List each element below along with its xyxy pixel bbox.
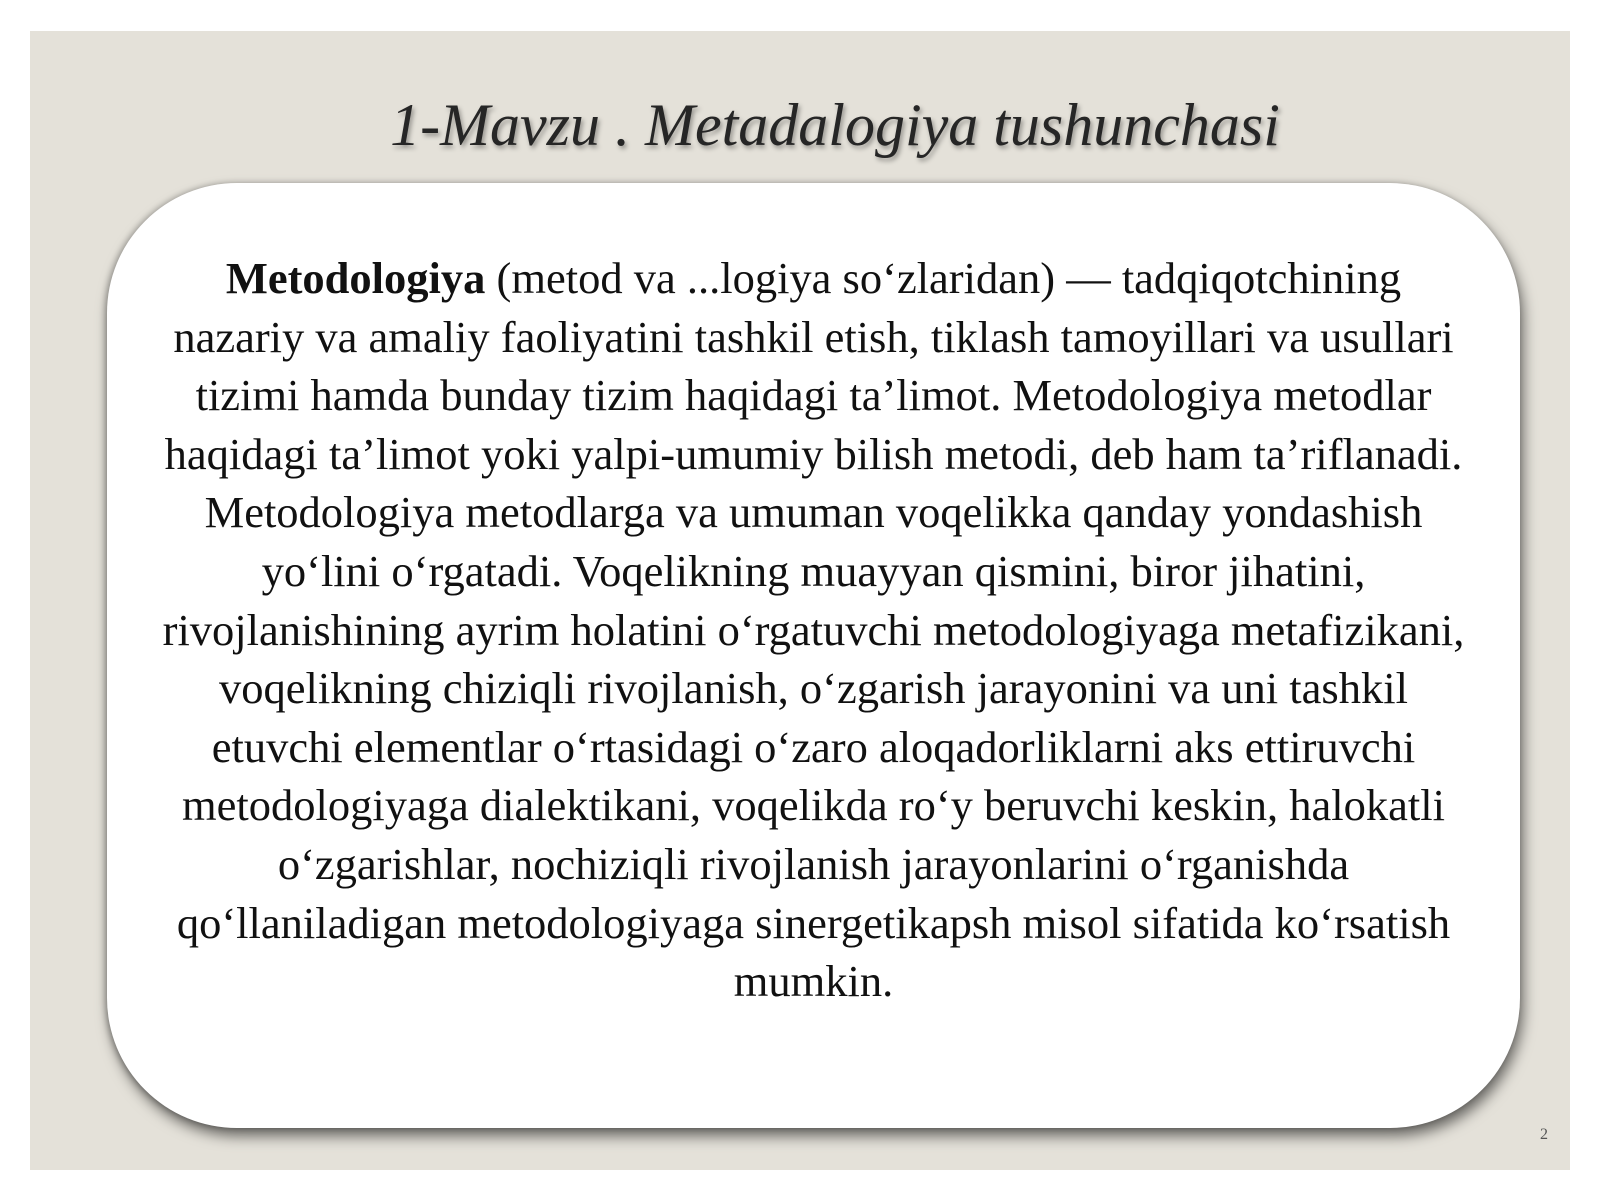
term-heading: Metodologiya (225, 253, 486, 303)
definition-text: (metod va ...logiya so‘zlaridan) — tadqiqotchining nazariy va amaliy faoliyatini tashkil etish, tiklash tamoyillari va usullari tizimi hamda bunday tizim haqidagi ta’limot. Metodologiya metodlar haqidagi ta’limot yoki yalpi-umumiy bilish metodi, deb ham ta’riflanadi. Metodologiya metodlarga va umuman voqelikka qanday yondashish yo‘lini o‘rgatadi. Voqelikning muayyan qismini, biror jihatini, rivojlanishining ayrim holatini o‘rgatuvchi metodologiyaga metafizikani, voqelikning chiziqli rivojlanish, o‘zgarish jarayonini va uni tashkil etuvchi elementlar o‘rtasidagi o‘zaro aloqadorliklarni aks ettiruvchi metodologiyaga dialektikani, voqelikda ro‘y beruvchi keskin, halokatli o‘zgarishlar, nochiziqli rivojlanish jarayonlarini o‘rganishda qo‘llaniladigan metodologiyaga sinergetikapsh misol sifatida ko‘rsatish mumkin. (162, 253, 1465, 1007)
slide (30, 31, 1570, 1170)
slide-number: 2 (1540, 1126, 1548, 1143)
content-box (107, 183, 1520, 1128)
slide-title: 1-Mavzu . Metadalogiya tushunchasi (390, 92, 1280, 158)
content-paragraph (157, 249, 1470, 1011)
